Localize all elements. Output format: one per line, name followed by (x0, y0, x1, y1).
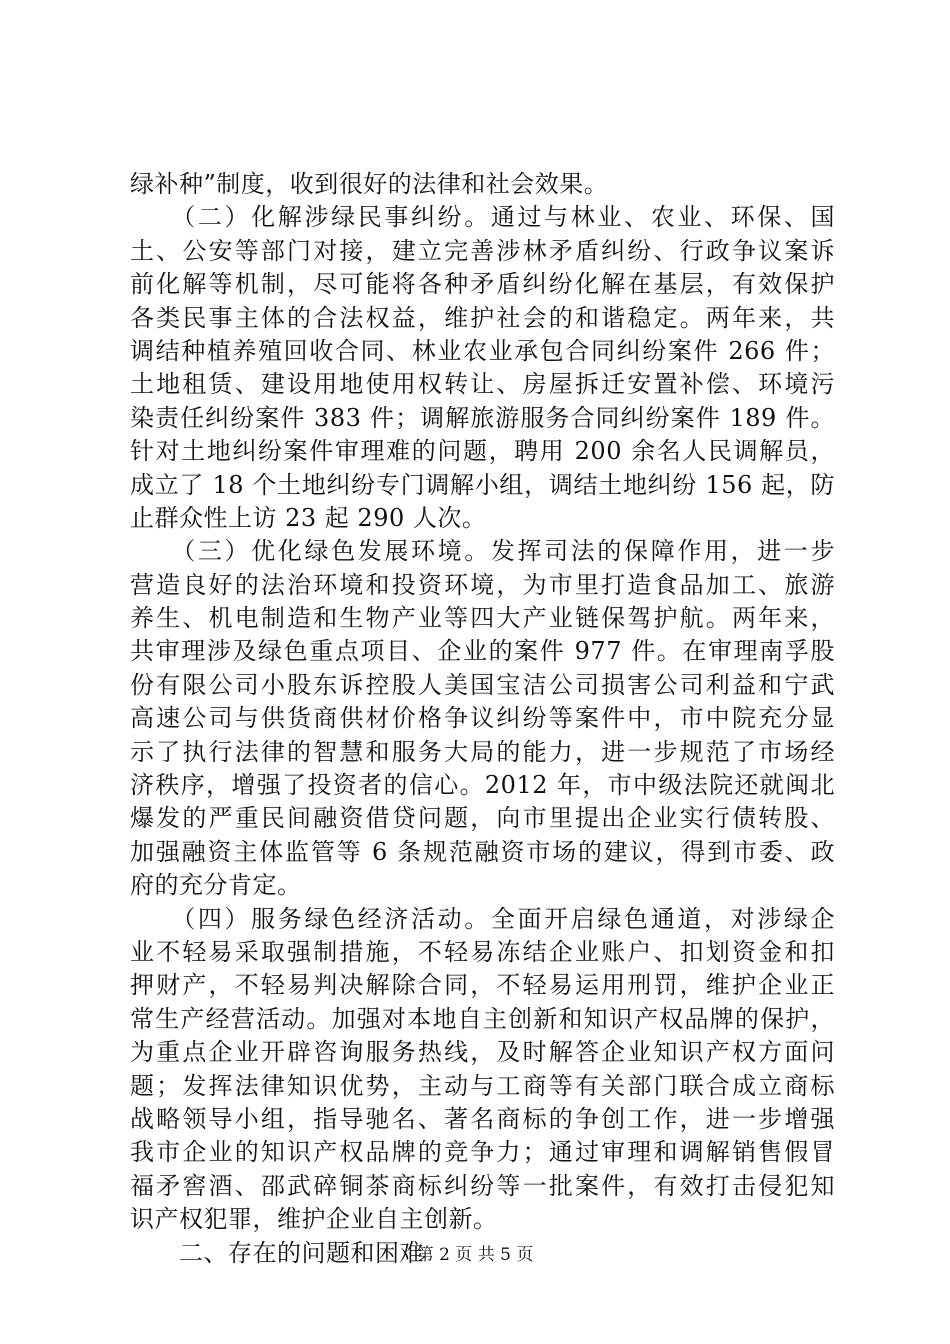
text-line-9: 针对土地纠纷案件审理难的问题，聘用 200 余名人民调解员， (130, 437, 835, 466)
text-line-27: 为重点企业开辟咨询服务热线，及时解答企业知识产权方面问 (130, 1038, 835, 1067)
text-line-19: 济秩序，增强了投资者的信心。2012 年，市中级法院还就闽北 (130, 771, 835, 800)
section-heading: 二、存在的问题和困难 (130, 1238, 424, 1267)
text-line-22: 府的充分肯定。 (130, 871, 302, 900)
text-line-17: 高速公司与供货商供材价格争议纠纷等案件中，市中院充分显 (130, 704, 835, 733)
text-line-28: 题；发挥法律知识优势，主动与工商等有关部门联合成立商标 (130, 1071, 835, 1100)
page-footer: 第 2 页 共 5 页 (416, 1245, 534, 1265)
text-line-26: 常生产经营活动。加强对本地自主创新和知识产权品牌的保护， (130, 1004, 835, 1033)
text-line-32: 识产权犯罪，维护企业自主创新。 (130, 1205, 498, 1234)
text-line-15: 共审理涉及绿色重点项目、企业的案件 977 件。在审理南孚股 (130, 637, 835, 666)
text-line-16: 份有限公司小股东诉控股人美国宝洁公司损害公司利益和宁武 (130, 670, 835, 699)
text-line-7: 土地租赁、建设用地使用权转让、房屋拆迁安置补偿、环境污 (130, 370, 835, 399)
text-line-6: 调结种植养殖回收合同、林业农业承包合同纠纷案件 266 件； (130, 336, 835, 365)
text-line-25: 押财产，不轻易判决解除合同，不轻易运用刑罚，维护企业正 (130, 971, 835, 1000)
text-line-31: 福矛窖酒、邵武碎铜茶商标纠纷等一批案件，有效打击侵犯知 (130, 1171, 835, 1200)
text-line-2: （二）化解涉绿民事纠纷。通过与林业、农业、环保、国 (130, 203, 835, 232)
text-line-1: 绿补种”制度，收到很好的法律和社会效果。 (130, 170, 609, 198)
text-line-30: 我市企业的知识产权品牌的竞争力；通过审理和调解销售假冒 (130, 1138, 835, 1167)
text-line-20: 爆发的严重民间融资借贷问题，向市里提出企业实行债转股、 (130, 804, 835, 833)
text-line-14: 养生、机电制造和生物产业等四大产业链保驾护航。两年来， (130, 604, 835, 633)
text-line-4: 前化解等机制，尽可能将各种矛盾纠纷化解在基层，有效保护 (130, 270, 835, 299)
text-line-3: 土、公安等部门对接，建立完善涉林矛盾纠纷、行政争议案诉 (130, 236, 835, 265)
document-body (130, 168, 835, 1270)
text-line-24: 业不轻易采取强制措施，不轻易冻结企业账户、扣划资金和扣 (130, 937, 835, 966)
text-line-18: 示了执行法律的智慧和服务大局的能力，进一步规范了市场经 (130, 737, 835, 766)
text-line-21: 加强融资主体监管等 6 条规范融资市场的建议，得到市委、政 (130, 837, 835, 866)
text-line-11: 止群众性上访 23 起 290 人次。 (130, 503, 487, 532)
text-line-10: 成立了 18 个土地纠纷专门调解小组，调结土地纠纷 156 起，防 (130, 470, 835, 499)
text-line-5: 各类民事主体的合法权益，维护社会的和谐稳定。两年来，共 (130, 303, 835, 332)
text-line-8: 染责任纠纷案件 383 件；调解旅游服务合同纠纷案件 189 件。 (130, 403, 835, 432)
text-line-29: 战略领导小组，指导驰名、著名商标的争创工作，进一步增强 (130, 1104, 835, 1133)
text-line-23: （四）服务绿色经济活动。全面开启绿色通道，对涉绿企 (130, 904, 835, 933)
text-line-13: 营造良好的法治环境和投资环境，为市里打造食品加工、旅游 (130, 570, 835, 599)
text-line-12: （三）优化绿色发展环境。发挥司法的保障作用，进一步 (130, 537, 835, 566)
